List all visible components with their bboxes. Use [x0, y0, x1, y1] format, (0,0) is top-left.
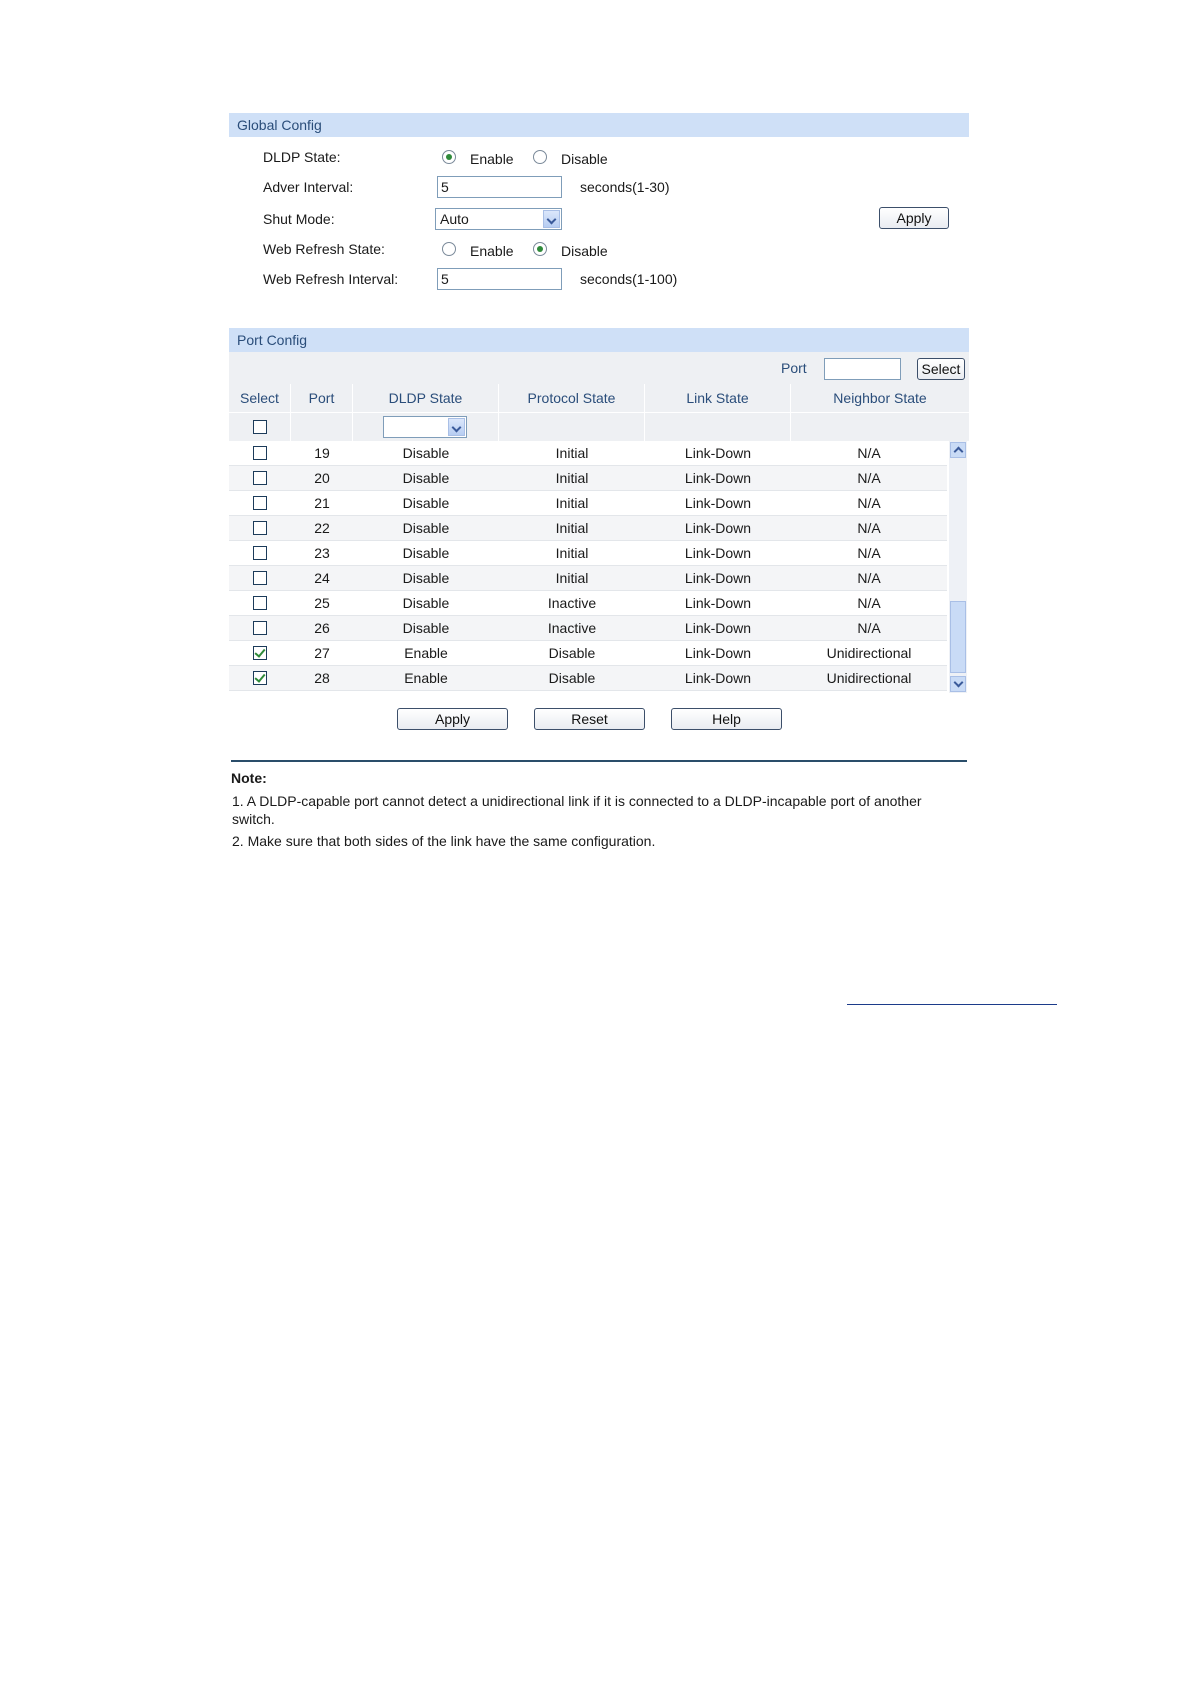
link-state-cell: Link-Down [684, 445, 752, 461]
row-select-checkbox[interactable] [253, 471, 267, 485]
protocol-state-cell: Initial [555, 445, 589, 461]
dldp-state-label: DLDP State: [263, 149, 341, 165]
table-row [229, 591, 947, 616]
port-cell: 23 [314, 545, 330, 561]
col-port: Port [291, 384, 353, 412]
port-select-button[interactable]: Select [917, 358, 965, 380]
protocol-state-cell: Initial [555, 470, 589, 486]
port-cell: 28 [314, 670, 330, 686]
web-refresh-enable-radio[interactable] [442, 242, 456, 256]
port-search-label: Port [781, 360, 807, 376]
note-item-1: 1. A DLDP-capable port cannot detect a unidirectional link if it is connected to a DLDP-incapable port of another switch. [232, 793, 922, 827]
web-refresh-interval-label: Web Refresh Interval: [263, 271, 399, 287]
filter-row [229, 412, 969, 441]
port-cell: 26 [314, 620, 330, 636]
port-cell: 24 [314, 570, 330, 586]
shut-mode-value: Auto [440, 211, 469, 227]
port-config-title: Port Config [237, 332, 308, 348]
table-row [229, 541, 947, 566]
row-select-checkbox[interactable] [253, 571, 267, 585]
neighbor-state-cell: N/A [857, 570, 881, 586]
dldp-state-enable-radio[interactable] [442, 150, 456, 164]
row-select-checkbox[interactable] [253, 646, 267, 660]
row-select-checkbox[interactable] [253, 621, 267, 635]
web-refresh-interval-hint: seconds(1-100) [580, 271, 678, 287]
adver-interval-label: Adver Interval: [263, 179, 354, 195]
col-dldp-state: DLDP State [353, 384, 499, 412]
neighbor-state-cell: Unidirectional [826, 645, 912, 661]
dldp-state-cell: Disable [402, 470, 450, 486]
protocol-state-cell: Inactive [547, 620, 597, 636]
chevron-down-icon [543, 210, 560, 228]
port-cell: 22 [314, 520, 330, 536]
dldp-state-disable-label: Disable [561, 151, 608, 167]
adver-interval-input[interactable]: 5 [437, 176, 562, 198]
row-select-checkbox[interactable] [253, 596, 267, 610]
table-scrollbar[interactable] [949, 441, 967, 693]
neighbor-state-cell: N/A [857, 595, 881, 611]
global-apply-button[interactable]: Apply [879, 207, 949, 229]
link-state-cell: Link-Down [684, 495, 752, 511]
dldp-state-cell: Disable [402, 445, 450, 461]
neighbor-state-cell: N/A [857, 495, 881, 511]
link-state-cell: Link-Down [684, 620, 752, 636]
link-state-cell: Link-Down [684, 645, 752, 661]
dldp-state-cell: Enable [404, 670, 448, 686]
port-reset-button[interactable]: Reset [534, 708, 645, 730]
col-protocol-state: Protocol State [499, 384, 645, 412]
protocol-state-cell: Disable [548, 645, 596, 661]
port-cell: 25 [314, 595, 330, 611]
neighbor-state-cell: N/A [857, 445, 881, 461]
dldp-state-cell: Disable [402, 520, 450, 536]
table-row [229, 616, 947, 641]
table-row [229, 516, 947, 541]
protocol-state-cell: Initial [555, 495, 589, 511]
port-search-input[interactable] [824, 358, 901, 380]
note-divider [231, 760, 967, 762]
dldp-state-cell: Disable [402, 570, 450, 586]
neighbor-state-cell: N/A [857, 545, 881, 561]
table-row [229, 666, 947, 691]
table-row [229, 441, 947, 466]
note-title: Note: [231, 770, 267, 786]
port-config-header [229, 328, 969, 352]
web-refresh-enable-label: Enable [470, 243, 514, 259]
table-row [229, 491, 947, 516]
table-row [229, 641, 947, 666]
scroll-up-icon[interactable] [950, 442, 966, 458]
port-cell: 20 [314, 470, 330, 486]
link-state-cell: Link-Down [684, 520, 752, 536]
dldp-state-disable-radio[interactable] [533, 150, 547, 164]
neighbor-state-cell: Unidirectional [826, 670, 912, 686]
global-config-title: Global Config [237, 117, 322, 133]
protocol-state-cell: Inactive [547, 595, 597, 611]
dldp-state-filter-select[interactable] [383, 416, 467, 438]
dldp-state-cell: Disable [402, 545, 450, 561]
col-neighbor-state: Neighbor State [833, 390, 927, 406]
port-cell: 21 [314, 495, 330, 511]
select-all-checkbox[interactable] [253, 420, 267, 434]
global-config-header [229, 113, 969, 137]
protocol-state-cell: Initial [555, 570, 589, 586]
col-link-state: Link State [645, 384, 791, 412]
link-state-cell: Link-Down [684, 470, 752, 486]
row-select-checkbox[interactable] [253, 546, 267, 560]
dldp-state-cell: Enable [404, 645, 448, 661]
link-state-cell: Link-Down [684, 595, 752, 611]
port-table-header [229, 384, 969, 412]
row-select-checkbox[interactable] [253, 446, 267, 460]
protocol-state-cell: Initial [555, 545, 589, 561]
scroll-down-icon[interactable] [950, 676, 966, 692]
col-select: Select [229, 384, 291, 412]
port-help-button[interactable]: Help [671, 708, 782, 730]
neighbor-state-cell: N/A [857, 620, 881, 636]
chevron-down-icon [448, 418, 465, 436]
link-state-cell: Link-Down [684, 545, 752, 561]
dldp-state-cell: Disable [402, 620, 450, 636]
adver-interval-hint: seconds(1-30) [580, 179, 670, 195]
protocol-state-cell: Initial [555, 520, 589, 536]
port-cell: 19 [314, 445, 330, 461]
web-refresh-interval-input[interactable]: 5 [437, 268, 562, 290]
row-select-checkbox[interactable] [253, 671, 267, 685]
scroll-thumb[interactable] [950, 601, 966, 673]
link-state-cell: Link-Down [684, 670, 752, 686]
neighbor-state-cell: N/A [857, 520, 881, 536]
note-item-2: 2. Make sure that both sides of the link have the same configuration. [232, 833, 656, 849]
dldp-state-cell: Disable [402, 495, 450, 511]
row-select-checkbox[interactable] [253, 496, 267, 510]
web-refresh-disable-radio[interactable] [533, 242, 547, 256]
dldp-state-cell: Disable [402, 595, 450, 611]
row-select-checkbox[interactable] [253, 521, 267, 535]
web-refresh-state-label: Web Refresh State: [263, 241, 385, 257]
web-refresh-disable-label: Disable [561, 243, 608, 259]
port-table-body [229, 441, 947, 691]
neighbor-state-cell: N/A [857, 470, 881, 486]
footer-divider [847, 1004, 1057, 1005]
link-state-cell: Link-Down [684, 570, 752, 586]
protocol-state-cell: Disable [548, 670, 596, 686]
shut-mode-label: Shut Mode: [263, 211, 335, 227]
table-row [229, 566, 947, 591]
table-row [229, 466, 947, 491]
port-apply-button[interactable]: Apply [397, 708, 508, 730]
shut-mode-select[interactable] [435, 208, 562, 230]
dldp-state-enable-label: Enable [470, 151, 514, 167]
port-cell: 27 [314, 645, 330, 661]
